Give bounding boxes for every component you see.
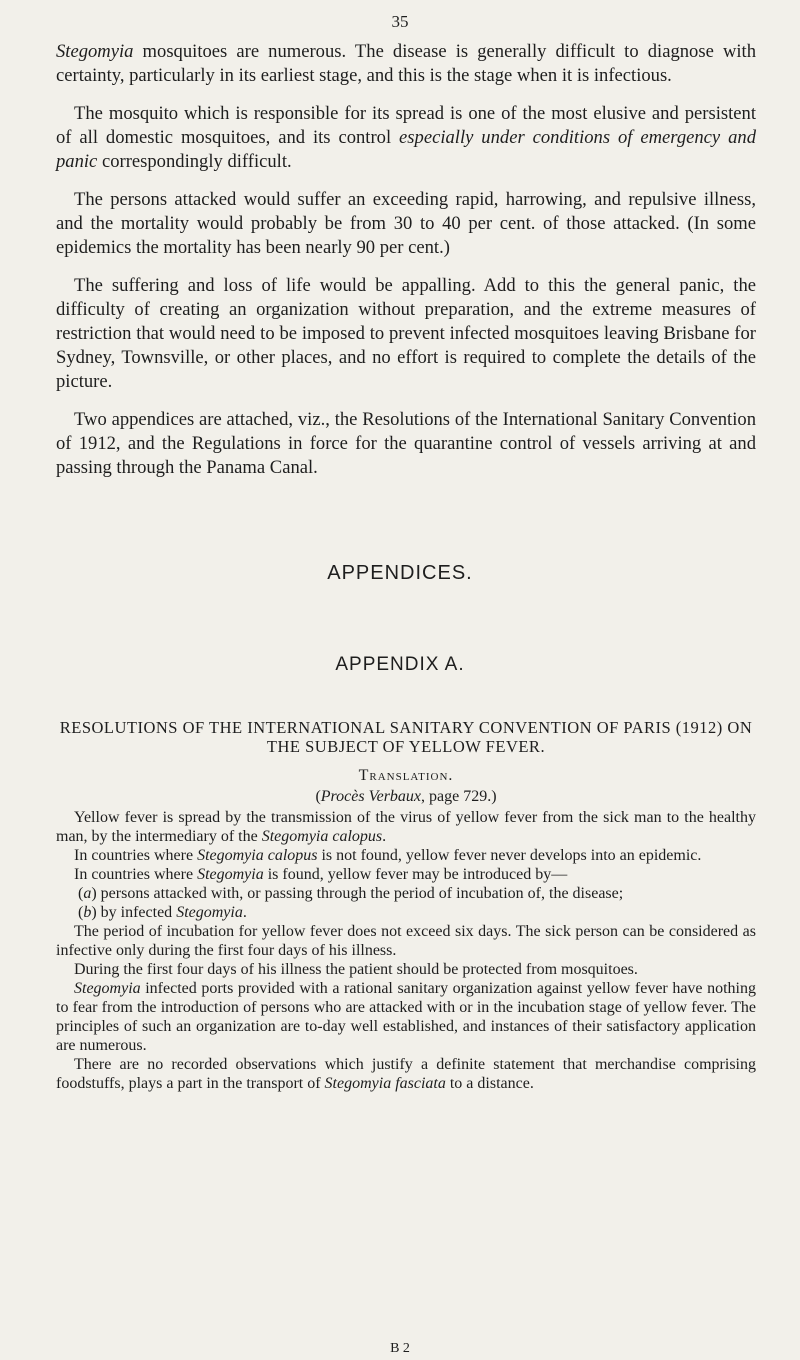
text-run: is found, yellow fever may be introduced by— (263, 866, 568, 883)
text-run: In countries where (74, 847, 198, 864)
resolution-paragraph (56, 979, 756, 1055)
appendix-a-content (56, 718, 756, 1093)
italic-text: Stegomyia (56, 41, 134, 62)
text-run: In countries where (74, 866, 198, 883)
italic-text: especially under conditions of emergency and panic (56, 127, 756, 172)
page-number: 35 (391, 12, 409, 31)
text-run: infected ports provided with a rational sanitary organization against yellow fever have nothing to fear from the introduction of persons who are attacked with or in the incubation stage of yellow fever. The principles of such an organization are to-day well established, and instances of their satisfactory application are numerous. (56, 980, 756, 1054)
resolutions-list (56, 808, 756, 1093)
italic-text: Stegomyia calopus (197, 847, 318, 864)
resolution-paragraph (56, 903, 756, 922)
text-run: There are no recorded observations which justify a definite statement that merchandise comprising foodstuffs, plays a part in the transport of (56, 1056, 756, 1092)
text-run: to a distance. (445, 1075, 534, 1092)
resolutions-title: RESOLUTIONS OF THE INTERNATIONAL SANITARY CONVENTION OF PARIS (1912) ON THE SUBJECT OF YELLOW FEVER. (59, 718, 753, 756)
text-run: . (242, 904, 247, 921)
italic-text: Stegomyia fasciata (324, 1075, 446, 1092)
text-run: ) by infected (91, 904, 177, 921)
italic-text: Stegomyia calopus (261, 828, 383, 845)
appendix-a-heading: APPENDIX A. (335, 654, 465, 675)
italic-text: a (83, 885, 92, 902)
proces-suffix: , page 729.) (421, 788, 497, 805)
proces-prefix: ( (315, 788, 321, 805)
resolution-paragraph (56, 922, 756, 960)
resolution-paragraph (56, 884, 756, 903)
text-run: Yellow fever is spread by the transmission of the virus of yellow fever from the sick man to the healthy man, by the intermediary of the (56, 809, 756, 845)
paragraph (56, 102, 756, 174)
paragraph (56, 40, 756, 88)
resolution-paragraph (56, 960, 756, 979)
text-run: ) persons attacked with, or passing through the period of incubation of, the disease; (91, 885, 624, 902)
resolution-paragraph (56, 808, 756, 846)
text-run: is not found, yellow fever never develops into an epidemic. (317, 847, 702, 864)
italic-text: Stegomyia (197, 866, 264, 883)
resolution-paragraph (56, 846, 756, 865)
paragraph (56, 274, 756, 394)
resolution-paragraph (56, 1055, 756, 1093)
text-run: mosquitoes are numerous. The disease is generally difficult to diagnose with certainty, particularly in its earliest stage, and this is the stage when it is infectious. (56, 41, 756, 86)
italic-text: Stegomyia (176, 904, 243, 921)
signature-mark: B 2 (390, 1341, 410, 1356)
proces-title: Procès Verbaux (320, 788, 422, 805)
text-run: The period of incubation for yellow fever does not exceed six days. The sick person can be considered as infective only during the first four days of his illness. (56, 923, 756, 959)
proces-verbaux-reference (56, 787, 756, 806)
text-run: ( (78, 885, 84, 902)
appendices-heading: APPENDICES. (327, 562, 473, 584)
italic-text: b (83, 904, 92, 921)
paragraph (56, 408, 756, 480)
text-run: During the first four days of his illness the patient should be protected from mosquitoes. (74, 961, 638, 978)
text-run: ( (78, 904, 84, 921)
text-run: The mosquito which is responsible for its spread is one of the most elusive and persistent of all domestic mosquitoes, and its control (56, 103, 756, 148)
paragraph (56, 188, 756, 260)
italic-text: Stegomyia (74, 980, 141, 997)
text-run: . (382, 828, 387, 845)
text-run: Two appendices are attached, viz., the Resolutions of the International Sanitary Convention of 1912, and the Regulations in force for the quarantine control of vessels arriving at and passing through the Panama Canal. (56, 409, 756, 478)
resolution-paragraph (56, 865, 756, 884)
text-run: The persons attacked would suffer an exceeding rapid, harrowing, and repulsive illness, and the mortality would probably be from 30 to 40 per cent. of those attacked. (In some epidemics the mortality has been nearly 90 per cent.) (56, 189, 756, 258)
body-text (56, 40, 756, 494)
text-run: correspondingly difficult. (97, 151, 292, 172)
translation-label: Translation. (358, 767, 454, 784)
text-run: The suffering and loss of life would be appalling. Add to this the general panic, the difficulty of creating an organization without preparation, and the extreme measures of restriction that would need to be imposed to prevent infected mosquitoes leaving Brisbane for Sydney, Townsville, or other places, and no effort is required to complete the details of the picture. (56, 275, 756, 392)
